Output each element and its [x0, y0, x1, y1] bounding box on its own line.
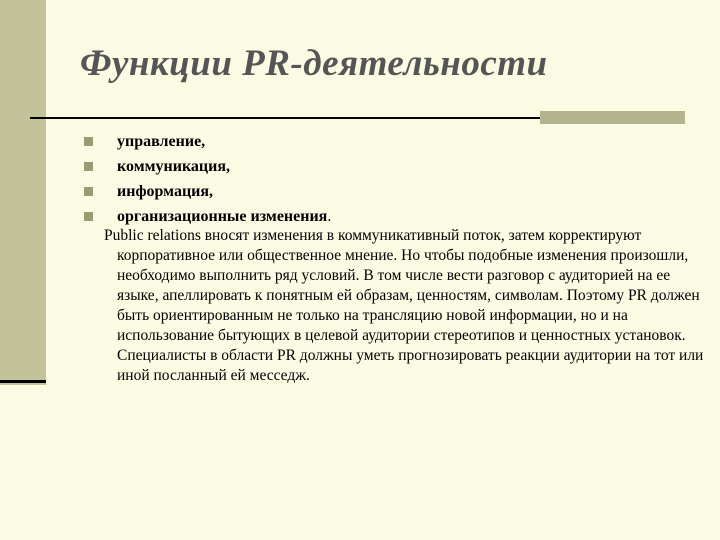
bullet-text: информация,	[117, 183, 214, 200]
bullet-text: коммуникация,	[117, 158, 231, 175]
square-bullet-icon	[84, 212, 93, 221]
square-bullet-icon	[84, 137, 93, 146]
bullet-item	[84, 129, 331, 154]
slide-title: Функции PR-деятельности	[80, 43, 548, 84]
square-bullet-icon	[84, 187, 93, 196]
body-paragraph: Public relations вносят изменения в коммуникативный поток, затем корректируют корпоративное или общественное мнение. Но чтобы подобные изменения произошли, необходимо выполнить ряд условий. В том числе вести разговор с аудиторией на ее языке, апеллировать к понятным ей образам, ценностям, символам. Поэтому PR должен быть ориентированным не только на трансляцию новой информации, но и на использование бытующих в целевой аудитории стереотипов и ценностных установок. Специалисты в области PR должны уметь прогнозировать реакции аудитории на тот или иной посланный ей месседж.	[104, 227, 704, 384]
bullet-period: .	[327, 208, 332, 225]
bullet-list	[84, 129, 331, 229]
square-bullet-icon	[84, 162, 93, 171]
left-accent-underline	[0, 380, 46, 383]
title-divider-accent	[540, 111, 685, 124]
bullet-text: управление,	[117, 133, 206, 150]
bullet-text: организационные изменения	[117, 208, 328, 225]
bullet-item	[84, 154, 331, 179]
left-accent-bar	[0, 0, 46, 385]
bullet-item	[84, 179, 331, 204]
